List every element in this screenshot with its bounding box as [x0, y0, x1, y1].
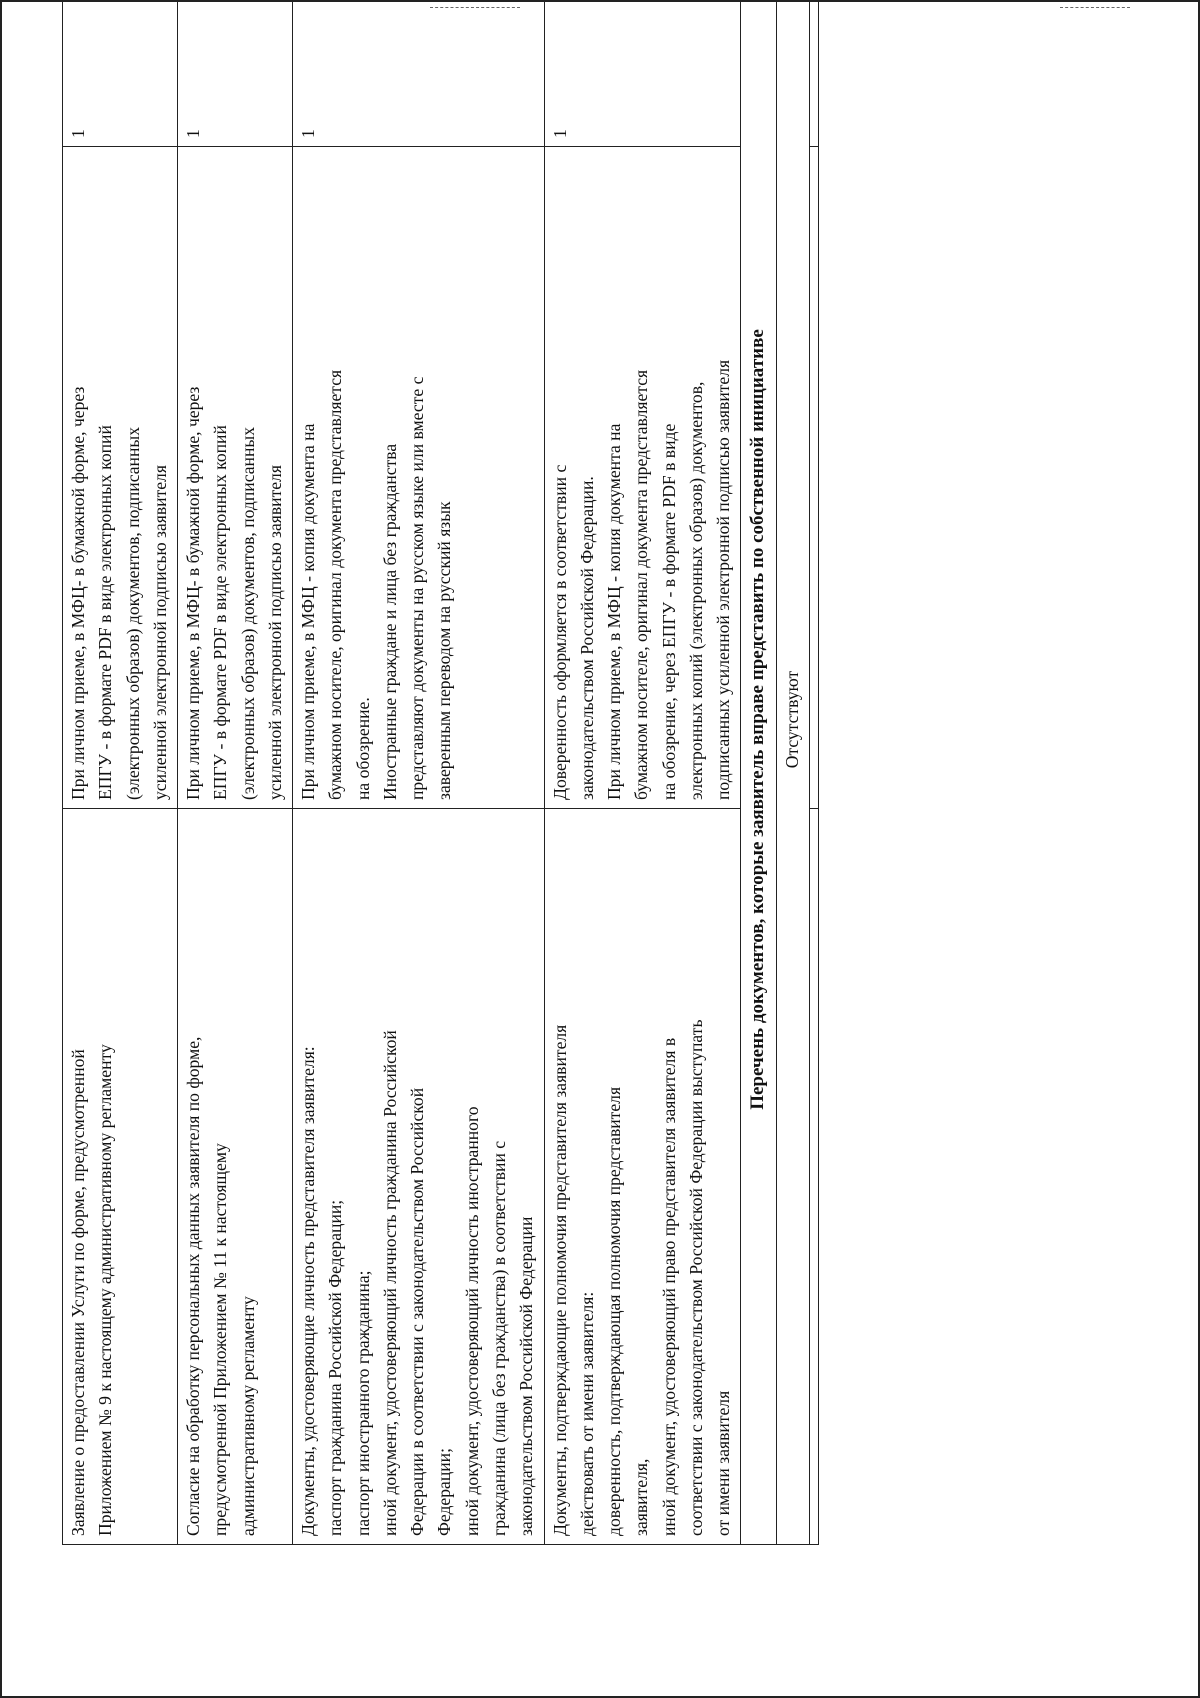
text-line: электронных копий (электронных образов) документов, [685, 381, 706, 800]
submission-method-cell [178, 147, 293, 809]
text-line: гражданина (лица без гражданства) в соответствии с [488, 1140, 509, 1536]
text-line: ЕПГУ - в формате PDF в виде электронных копий [95, 425, 116, 800]
text-line: заверенным переводом на русский язык [434, 501, 455, 800]
submission-method-cell [544, 147, 741, 809]
text-line: Федерации; [434, 1448, 455, 1536]
table-row [544, 0, 741, 1545]
table-row [63, 0, 178, 1545]
text-line: ЕПГУ - в формате PDF в виде электронных копий [210, 425, 231, 800]
empty-row [810, 0, 819, 1545]
text-line: паспорт иностранного гражданина; [352, 1270, 373, 1536]
text-line: действовать от имени заявителя: [576, 1291, 597, 1536]
rotated-document-page [62, 0, 800, 1545]
text-line: Приложением № 9 к настоящему административному регламенту [95, 1044, 116, 1536]
text-line: законодательством Российской Федерации. [576, 476, 597, 800]
text-line: представляют документы на русском языке или вместе с [407, 376, 428, 800]
text-line: административному регламенту [237, 1296, 258, 1536]
document-name-cell [293, 809, 544, 1545]
submission-method-cell [63, 147, 178, 809]
text-line: Документы, удостоверяющие личность представителя заявителя: [298, 1046, 319, 1536]
text-line: иной документ, удостоверяющий право представителя заявителя в [658, 1037, 679, 1536]
absent-text: Отсутствуют [776, 0, 809, 1545]
documents-table [62, 0, 819, 1545]
submission-method-cell [293, 147, 544, 809]
section-header-row [741, 0, 776, 1545]
text-line: (электронных образов) документов, подписанных [237, 427, 258, 800]
table-row [293, 0, 544, 1545]
scan-artifact-line [1060, 7, 1130, 8]
document-name-cell [63, 809, 178, 1545]
text-line: (электронных образов) документов, подписанных [122, 427, 143, 800]
text-line: бумажном носителе, оригинал документа представляется [631, 369, 652, 800]
text-line: предусмотренной Приложением № 11 к настоящему [210, 1143, 231, 1536]
section-title: Перечень документов, которые заявитель вправе представить по собственной инициативе [741, 0, 776, 1545]
text-line: заявителя, [631, 1458, 652, 1536]
text-line: от имени заявителя [713, 1390, 734, 1536]
empty-cell [810, 809, 819, 1545]
text-line: на обозрение. [352, 697, 373, 800]
text-line: законодательством Российской Федерации [516, 1216, 537, 1536]
text-line: При личном приеме, в МФЦ - копия документа на [604, 423, 625, 800]
text-line: подписанных усиленной электронной подписью заявителя [713, 359, 734, 800]
document-count-cell: 1 [293, 0, 544, 147]
text-line: бумажном носителе, оригинал документа представляется [325, 369, 346, 800]
text-line: усиленной электронной подписью заявителя [264, 465, 285, 800]
text-line: Иностранные граждане и лица без гражданства [379, 443, 400, 800]
text-line: соответствии с законодательством Российской Федерации выступать [685, 1019, 706, 1536]
document-count-cell: 1 [178, 0, 293, 147]
text-line: усиленной электронной подписью заявителя [149, 465, 170, 800]
text-line: Федерации в соответствии с законодательством Российской [407, 1087, 428, 1536]
text-line: При личном приеме, в МФЦ- в бумажной форме, через [183, 386, 204, 800]
text-line: При личном приеме, в МФЦ - копия документа на [298, 423, 319, 800]
text-line: Согласие на обработку персональных данных заявителя по форме, [183, 1036, 204, 1536]
text-line: иной документ, удостоверяющий личность иностранного [461, 1106, 482, 1536]
text-line: доверенность, подтверждающая полномочия представителя [604, 1086, 625, 1536]
text-line: Заявление о предоставлении Услуги по форме, предусмотренной [68, 1049, 88, 1536]
empty-cell [810, 0, 819, 147]
text-line: иной документ, удостоверяющий личность гражданина Российской [379, 1030, 400, 1536]
text-line: Доверенность оформляется в соответствии с [549, 464, 570, 800]
text-line: При личном приеме, в МФЦ- в бумажной форме, через [68, 386, 88, 800]
document-count-cell: 1 [63, 0, 178, 147]
document-name-cell [544, 809, 741, 1545]
text-line: паспорт гражданина Российской Федерации; [325, 1199, 346, 1536]
text-line: Документы, подтверждающие полномочия представителя заявителя [549, 1024, 570, 1536]
absent-row [776, 0, 809, 1545]
table-row [178, 0, 293, 1545]
document-name-cell [178, 809, 293, 1545]
text-line: на обозрение, через ЕПГУ - в формате PDF в виде [658, 423, 679, 800]
document-count-cell: 1 [544, 0, 741, 147]
empty-cell [810, 147, 819, 809]
